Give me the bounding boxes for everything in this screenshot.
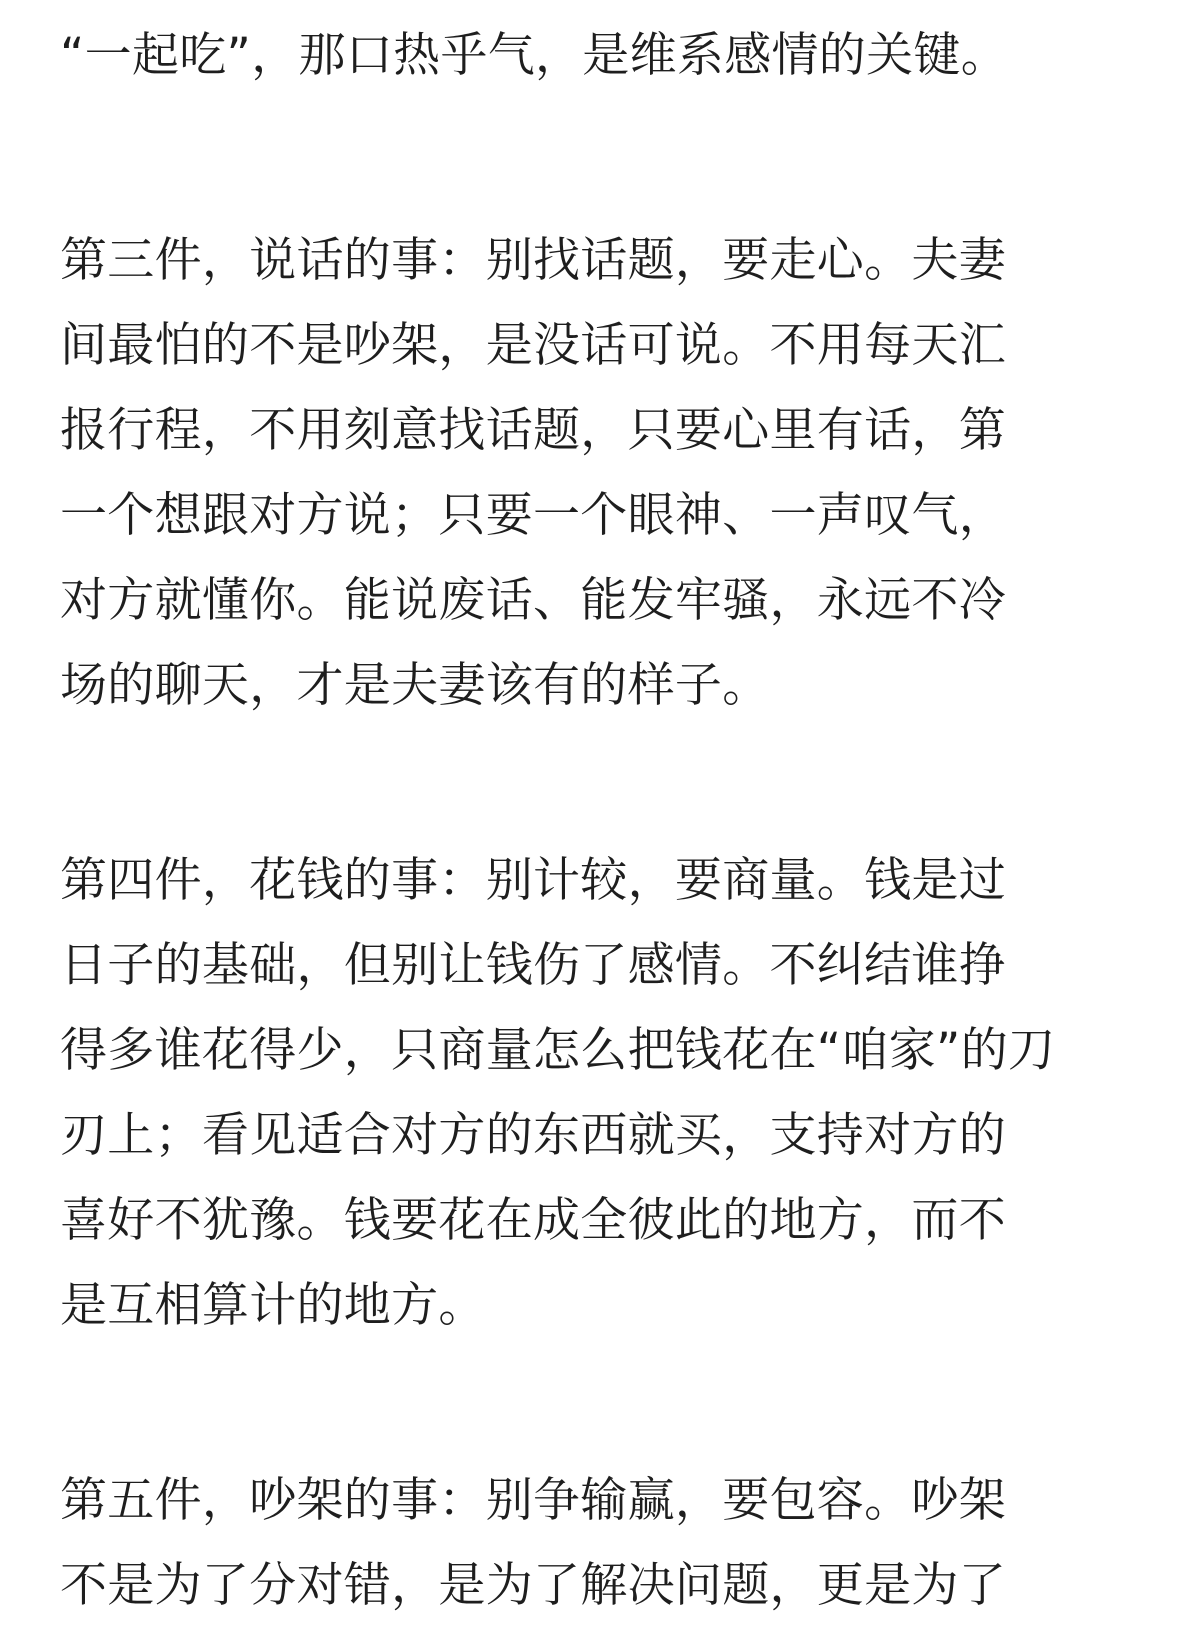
paragraph-line: 第四件，花钱的事：别计较，要商量。钱是过 <box>60 853 1006 908</box>
paragraph-line: 一个想跟对方说；只要一个眼神、一声叹气， <box>60 488 1006 543</box>
paragraph-line: 是互相算计的地方。 <box>60 1278 486 1333</box>
paragraph-line: 间最怕的不是吵架，是没话可说。不用每天汇 <box>60 318 1006 373</box>
paragraph-line: 日子的基础，但别让钱伤了感情。不纠结谁挣 <box>60 938 1006 993</box>
paragraph-line: 第五件，吵架的事：别争输赢，要包容。吵架 <box>60 1473 1006 1528</box>
paragraph-line: 得多谁花得少，只商量怎么把钱花在“咱家”的刀 <box>60 1023 1056 1078</box>
paragraph-talking <box>60 218 1100 728</box>
paragraph-line: 第三件，说话的事：别找话题，要走心。夫妻 <box>60 233 1006 288</box>
paragraph-line: 喜好不犹豫。钱要花在成全彼此的地方，而不 <box>60 1193 1006 1248</box>
paragraph-line: 对方就懂你。能说废话、能发牢骚，永远不冷 <box>60 573 1006 628</box>
paragraph-line: 刃上；看见适合对方的东西就买，支持对方的 <box>60 1108 1006 1163</box>
paragraph-line: 不是为了分对错，是为了解决问题，更是为了 <box>60 1558 1006 1613</box>
paragraph-line: “一起吃”，那口热乎气，是维系感情的关键。 <box>60 28 1008 83</box>
paragraph-line: 报行程，不用刻意找话题，只要心里有话，第 <box>60 403 1006 458</box>
paragraph-arguing <box>60 1458 1100 1628</box>
paragraph-line: 场的聊天，才是夫妻该有的样子。 <box>60 658 770 713</box>
paragraph-spending-money <box>60 838 1100 1348</box>
paragraph-eating-together <box>60 13 1100 98</box>
